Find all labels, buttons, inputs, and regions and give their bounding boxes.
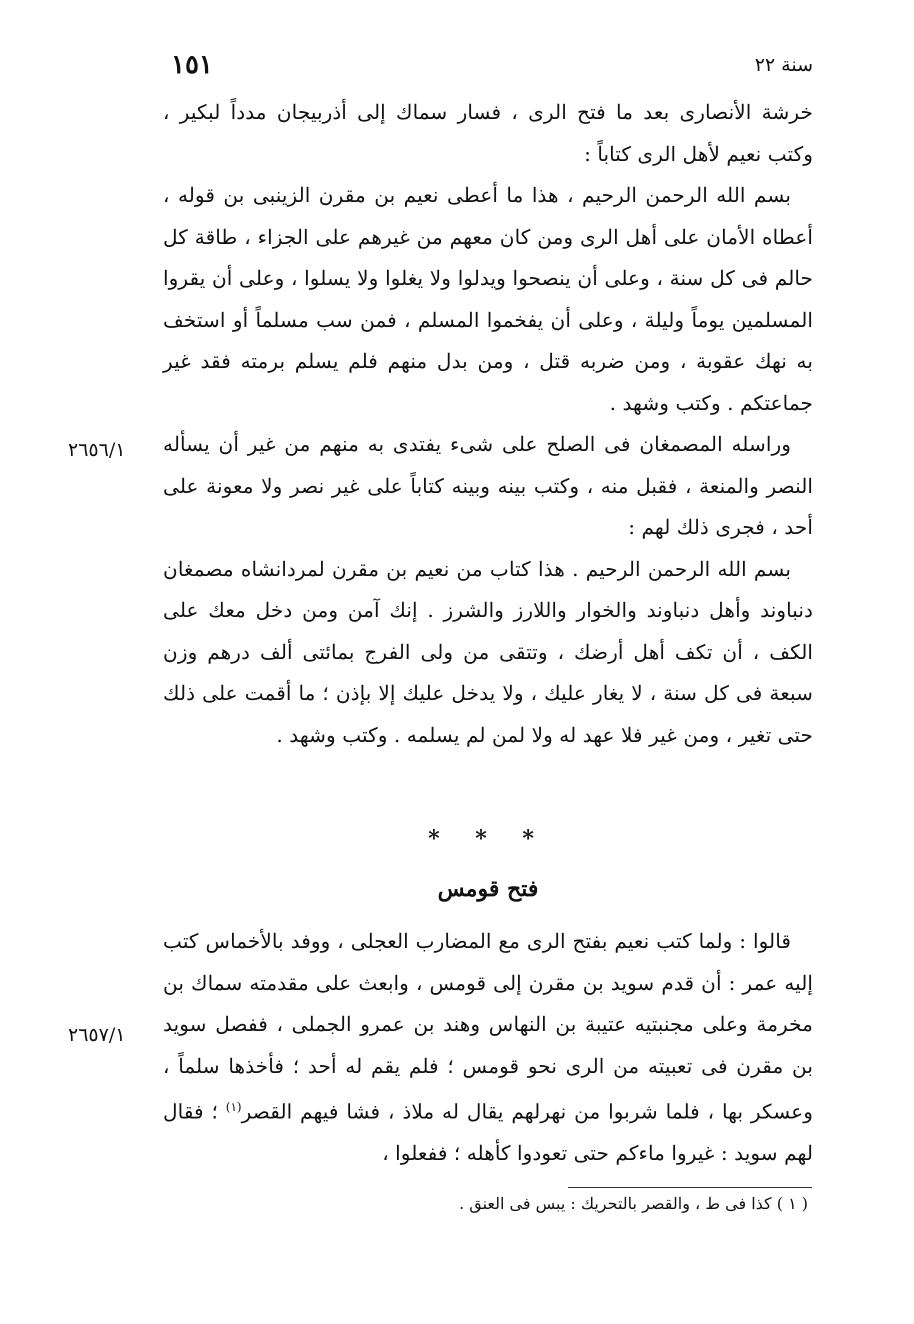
letter-dunbawand: بسم الله الرحمن الرحيم . هذا كتاب من نعيم بن مقرن لمردانشاه مصمغان دنباوند وأهل دنباوند والخوار واللارز والشرز . إنك آمن ومن دخل معك على الكف ، أن تكف أهل أرضك ، وتتقى من ولى الفرج بمائتى ألف درهم وزن سبعة فى كل سنة ، لا يغار عليك ، ولا يدخل عليك إلا بإذن ؛ ما أقمت على ذلك حتى تغير ، ومن غير فلا عهد له ولا لمن لم يسلمه . وكتب وشهد . [163, 556, 813, 747]
section-separator: * * * [428, 826, 548, 852]
paragraph-qumis [163, 921, 813, 1175]
page-header [165, 50, 813, 86]
body-block-2 [163, 921, 813, 1175]
page-number: ١٥١ [171, 50, 213, 80]
paragraph-qumis-end: ؛ فقال لهم سويد : غيروا ماءكم حتى تعودوا كأهله ؛ ففعلوا ، [163, 1099, 813, 1166]
body-block-1 [163, 92, 813, 756]
footnote: ( ١ ) كذا فى ط ، والقصر بالتحريك : يبس فى العنق . [459, 1194, 808, 1213]
margin-reference-1: ٢٦٥٦/١ [68, 439, 126, 461]
footnote-divider [568, 1187, 812, 1188]
margin-reference-2: ٢٦٥٧/١ [68, 1024, 126, 1046]
footnote-marker[interactable]: (١) [225, 1100, 242, 1114]
running-head: سنة ٢٢ [754, 54, 813, 76]
paragraph-qumis-text: قالوا : ولما كتب نعيم بفتح الرى مع المضارب العجلى ، ووفد بالأخماس كتب إليه عمر : أن قدم سويد بن مقرن إلى قومس ، وابعث على مقدمته سماك بن مخرمة وعلى مجنبتيه عتيبة بن النهاس وهند بن عمرو الجملى ، ففصل سويد بن مقرن فى تعبيته من الرى نحو قومس ؛ فلم يقم له أحد ؛ فأخذها سلماً ، وعسكر بها ، فلما شربوا من نهرلهم يقال له ملاذ ، فشا فيهم القصر [163, 929, 814, 1124]
paragraph-masmughan: وراسله المصمغان فى الصلح على شىء يفتدى به منهم من غير أن يسأله النصر والمنعة ، فقبل منه ، وكتب بينه وبينه كتاباً على غير نصر ولا معونة على أحد ، فجرى ذلك لهم : [163, 432, 813, 539]
section-heading: فتح قومس [437, 876, 539, 902]
paragraph-opening: خرشة الأنصارى بعد ما فتح الرى ، فسار سماك إلى أذربيجان مدداً لبكير ، وكتب نعيم لأهل الرى كتاباً : [163, 100, 813, 166]
letter-rayy: بسم الله الرحمن الرحيم ، هذا ما أعطى نعيم بن مقرن الزينبى بن قوله ، أعطاه الأمان على أهل الرى ومن كان معهم من غيرهم على الجزاء ، طاقة كل حالم فى كل سنة ، وعلى أن ينصحوا ويدلوا ولا يغلوا ولا يسلوا ، وعلى أن يقروا المسلمين يوماً وليلة ، وعلى أن يفخموا المسلم ، فمن سب مسلماً أو استخف به نهك عقوبة ، ومن ضربه قتل ، ومن بدل منهم فلم يسلم برمته فقد غير جماعتكم . وكتب وشهد . [163, 183, 813, 415]
